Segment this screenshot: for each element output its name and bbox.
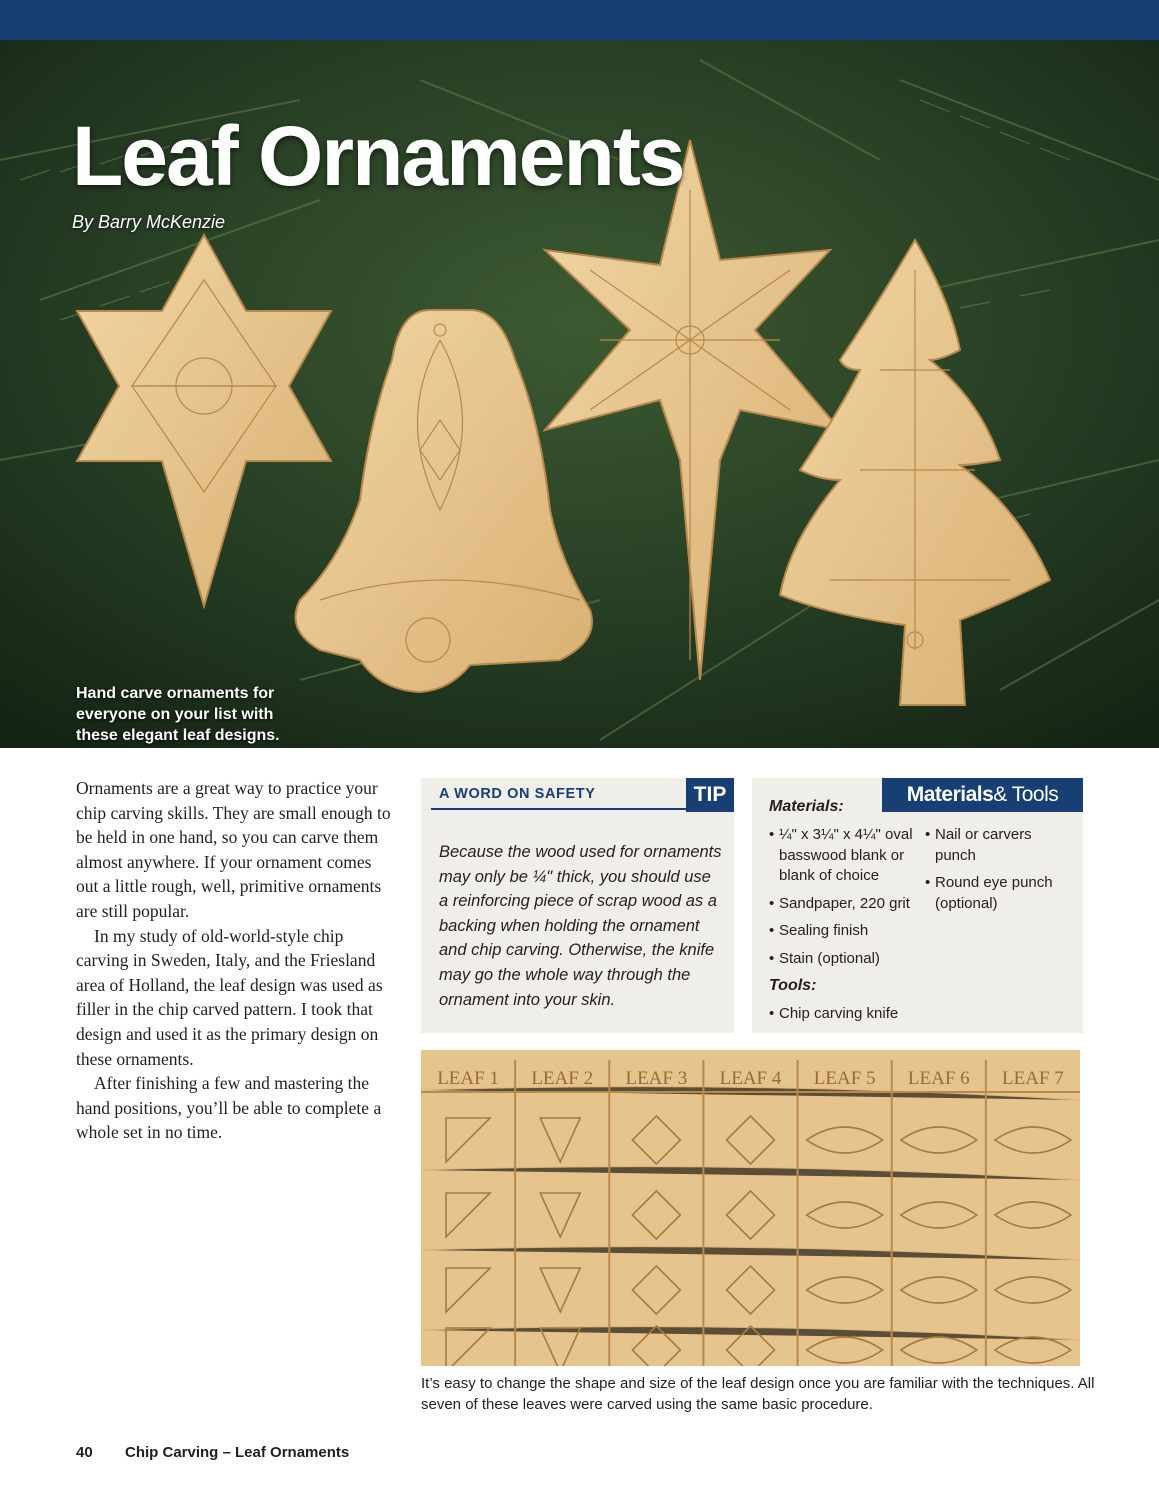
body-paragraph: Ornaments are a great way to practice your chip carving skills. They are small enough to be held in one hand, so you can carve them almost anywhere. If your ornament comes out a little rough, well, primitive ornaments are still popular.	[76, 778, 391, 921]
article-title: Leaf Ornaments	[72, 109, 684, 203]
tip-rule	[431, 808, 693, 810]
tip-badge: TIP	[686, 778, 734, 812]
tip-heading: A WORD ON SAFETY	[439, 786, 596, 802]
materials-item: • Nail or carvers punch	[925, 825, 1065, 866]
tools-label: Tools:	[769, 977, 817, 994]
tools-item: • Chip carving knife	[769, 1004, 969, 1025]
materials-list-right	[925, 825, 1065, 921]
hero-caption: Hand carve ornaments for everyone on your list with these elegant leaf designs.	[76, 685, 280, 744]
materials-item: • Sandpaper, 220 grit	[769, 894, 917, 915]
tools-list	[769, 1004, 969, 1032]
board-leaf-label: LEAF 2	[531, 1068, 594, 1089]
board-caption: It’s easy to change the shape and size of the leaf design once you are familiar with the techniques. All seven of these leaves were carved using the same basic procedure.	[421, 1375, 1095, 1413]
page-number: 40	[76, 1444, 93, 1461]
author-byline: By Barry McKenzie	[72, 212, 226, 232]
hero-photo	[0, 40, 1159, 748]
board-leaf-label: LEAF 3	[625, 1068, 688, 1089]
running-head: Chip Carving – Leaf Ornaments	[125, 1444, 350, 1461]
materials-tools-badge	[882, 778, 1083, 812]
body-paragraph: In my study of old-world-style chip carving in Sweden, Italy, and the Friesland area of Holland, the leaf design was used as filler in the chip carved pattern. I took that design and used it as the primary design on these ornaments.	[76, 925, 383, 1069]
article-body	[76, 776, 394, 1145]
materials-badge-bold: Materials	[906, 783, 994, 806]
safety-tip-box	[421, 778, 734, 1033]
board-leaf-label: LEAF 5	[813, 1068, 876, 1089]
materials-label: Materials:	[769, 798, 844, 815]
materials-item: • Round eye punch (optional)	[925, 873, 1065, 914]
tip-text: Because the wood used for ornaments may only be ¼" thick, you should use a reinforcing piece of scrap wood as a backing when holding the ornament and chip carving. Otherwise, the knife may go the whole way through the ornament into your skin.	[439, 843, 722, 1009]
body-paragraph: After finishing a few and mastering the hand positions, you’ll be able to complete a whole set in no time.	[76, 1073, 382, 1143]
leaf-sample-board	[421, 1050, 1080, 1366]
materials-item: • ¼" x 3¼" x 4¼" oval basswood blank or blank of choice	[769, 825, 917, 887]
top-color-bar	[0, 0, 1159, 40]
board-leaf-label: LEAF 4	[719, 1068, 782, 1089]
board-leaf-label: LEAF 1	[437, 1068, 499, 1089]
materials-tools-box	[752, 778, 1083, 1033]
materials-list-left	[769, 825, 917, 976]
board-leaf-label: LEAF 7	[1002, 1068, 1064, 1089]
materials-item: • Stain (optional)	[769, 949, 917, 970]
materials-badge-rest: & Tools	[993, 783, 1059, 806]
board-leaf-label: LEAF 6	[907, 1068, 970, 1089]
leaf-board-illustration	[421, 1050, 1080, 1366]
materials-item: • Sealing finish	[769, 921, 917, 942]
